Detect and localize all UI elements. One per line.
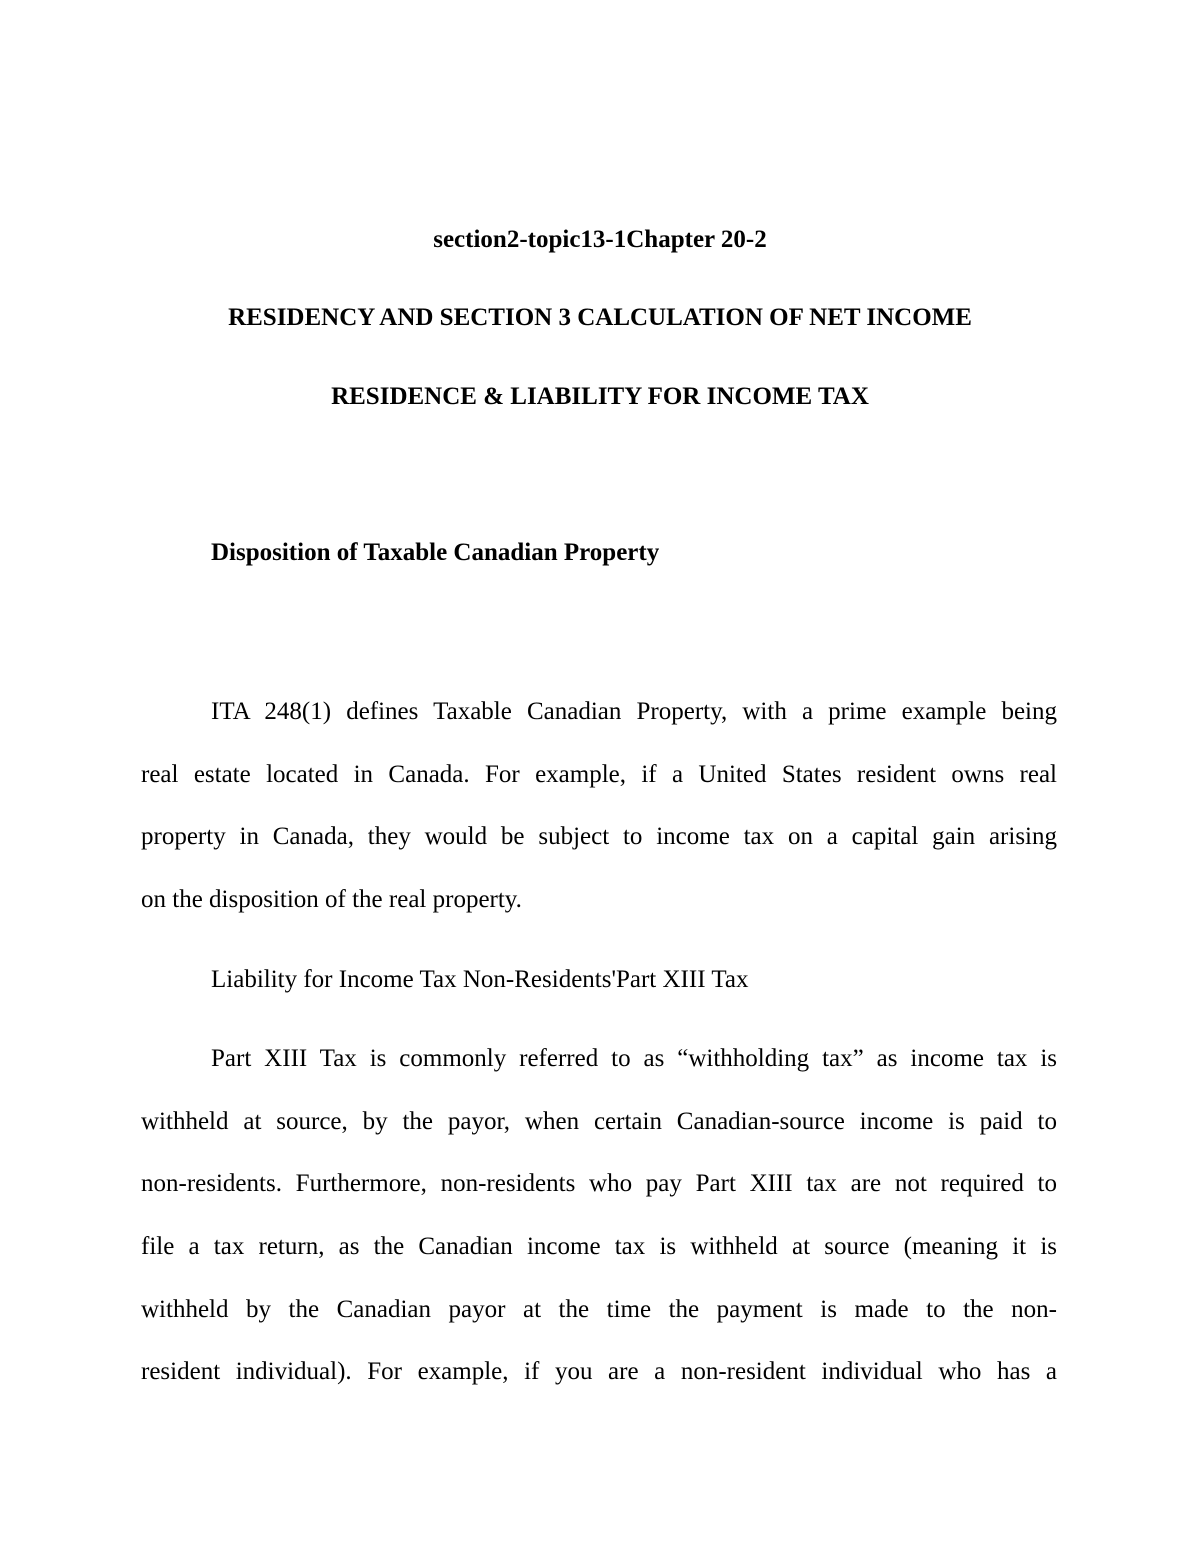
paragraph-2-line-4: file a tax return, as the Canadian income tax is withheld at source (meaning it is: [141, 1233, 1057, 1260]
paragraph-1-line-1: ITA 248(1) defines Taxable Canadian Property, with a prime example being: [211, 698, 1057, 725]
paragraph-1-line-3: property in Canada, they would be subject to income tax on a capital gain arising: [141, 823, 1057, 850]
paragraph-2-line-1: Part XIII Tax is commonly referred to as “withholding tax” as income tax is: [211, 1045, 1057, 1072]
title-line-2: RESIDENCY AND SECTION 3 CALCULATION OF NET INCOME: [228, 304, 972, 331]
paragraph-1-line-4: on the disposition of the real property.: [141, 886, 522, 913]
paragraph-2-line-2: withheld at source, by the payor, when certain Canadian-source income is paid to: [141, 1108, 1057, 1135]
subheading: Liability for Income Tax Non-Residents'Part XIII Tax: [211, 966, 749, 993]
title-line-3: RESIDENCE & LIABILITY FOR INCOME TAX: [331, 383, 869, 410]
section-heading: Disposition of Taxable Canadian Property: [211, 539, 660, 566]
paragraph-2-line-5: withheld by the Canadian payor at the time the payment is made to the non-: [141, 1296, 1057, 1323]
paragraph-2-line-6: resident individual). For example, if you are a non-resident individual who has a: [141, 1358, 1057, 1385]
paragraph-2-line-3: non-residents. Furthermore, non-residents who pay Part XIII tax are not required to: [141, 1170, 1057, 1197]
title-line-1: section2-topic13-1Chapter 20-2: [433, 226, 767, 253]
paragraph-1-line-2: real estate located in Canada. For example, if a United States resident owns real: [141, 761, 1057, 788]
